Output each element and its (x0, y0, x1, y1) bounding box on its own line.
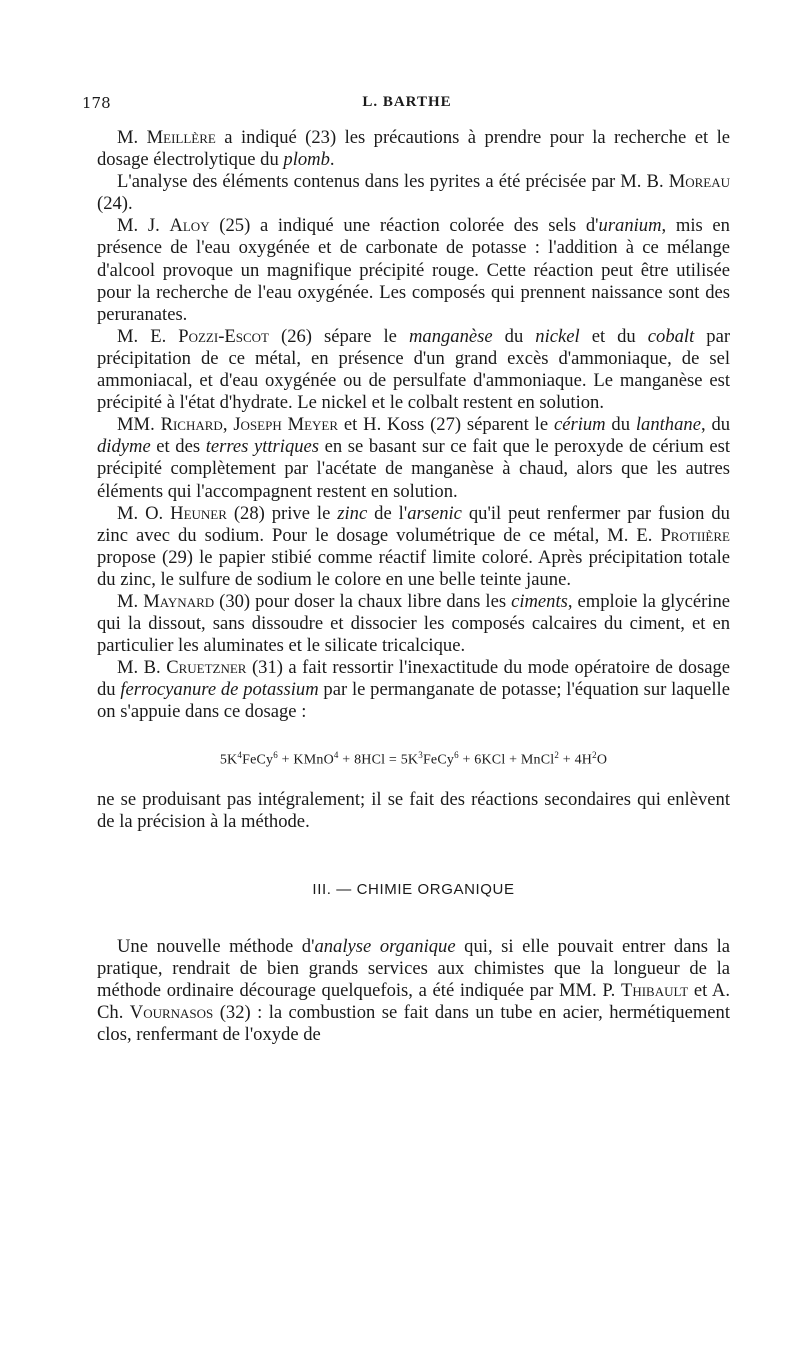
paragraph-organic-analysis: Une nouvelle méthode d'analyse organique qui, si elle pouvait entrer dans la pratique, rendrait de bien grands services aux chimistes que la longueur de la méthode ordinaire décourage quelquefois, a été indiquée par MM. P. Thibault et A. Ch. Vournasos (32) : la combustion se fait dans un tube en acier, hermétiquement clos, renfermant de l'oxyde de (97, 935, 731, 1045)
body-text (97, 127, 730, 1046)
paragraph-heuner: M. O. Heuner (28) prive le zinc de l'arsenic qu'il peut renfermer par fusion du zinc avec du sodium. Pour le dosage volumétrique de ce métal, M. E. Protiière propose (29) le papier stibié comme réactif limite coloré. Après précipitation totale du zinc, le sulfure de sodium le colore en une belle teinte jaune. (97, 502, 730, 590)
paragraph-pyrites: L'analyse des éléments contenus dans les pyrites a été précisée par M. B. Moreau (24). (97, 171, 730, 215)
chemical-equation: $5K^4FeCy^6$ + KMnO$^4$ + $8HCl = 5K^3FeCy^6 + 6KCl$ + MnCl$^2$ + $4H^2O$ (219, 749, 608, 768)
paragraph-pozzi-escot: M. E. Pozzi-Escot (26) sépare le manganèse du nickel et du cobalt par précipitation de ce métal, en présence d'un grand excès d'ammoniaque, de sel ammoniacal, et d'eau oxygénée ou de persulfate d'ammoniaque. Le manganèse est précipité à l'état d'hydrate. Le nickel et le colbalt restent en solution. (97, 325, 731, 414)
paragraph-aloy: M. J. Aloy (25) a indiqué une réaction colorée des sels d'uranium, mis en présence de l'eau oxygénée et de carbonate de potasse : l'addition à ce mélange d'alcool provoque un magnifique précipité rouge. Cette réaction peut être utilisée pour la recherche de l'eau oxygénée. Les composés qui prennent naissance sont des peruranates. (97, 215, 730, 325)
running-head: L. BARTHE (362, 94, 452, 110)
paragraph-after-equation: ne se produisant pas intégralement; il se fait des réactions secondaires qui enlèvent de la précision à la méthode. (97, 789, 730, 833)
section-heading: III. — CHIMIE ORGANIQUE (312, 881, 515, 899)
paragraph-richard: MM. Richard, Joseph Meyer et H. Koss (27) séparent le cérium du lanthane, du didyme et des terres yttriques en se basant sur ce fait que le peroxyde de cérium est précipité complètement par l'acétate de manganèse à chaud, alors que les autres éléments qui l'accompagnent restent en solution. (97, 414, 731, 502)
page-number: 178 (82, 94, 111, 112)
paragraph-maynard: M. Maynard (30) pour doser la chaux libre dans les ciments, emploie la glycérine qui la dissout, sans dissoudre et dissocier les composés calcaires du ciment, et en particulier les aluminates et le silicate tricalcique. (97, 590, 730, 657)
page-header (82, 94, 732, 118)
paragraph-cruetzner: M. B. Cruetzner (31) a fait ressortir l'inexactitude du mode opératoire de dosage du ferrocyanure de potassium par le permanganate de potasse; l'équation sur laquelle on s'appuie dans ce dosage : (97, 657, 731, 723)
paragraph-meillere: M. Meillère a indiqué (23) les précautions à prendre pour la recherche et le dosage électrolytique du plomb. (97, 127, 730, 171)
